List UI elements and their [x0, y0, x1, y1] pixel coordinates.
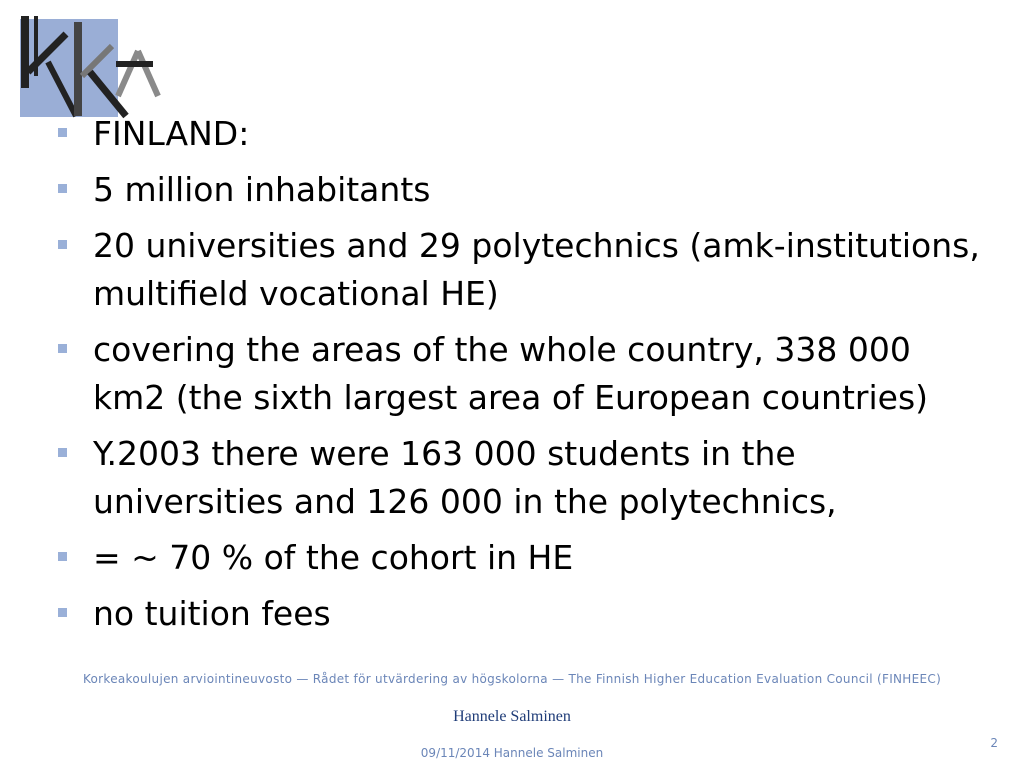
bullet-item	[58, 326, 988, 422]
square-bullet-icon	[58, 448, 67, 457]
bullet-item	[58, 166, 988, 214]
bullet-item	[58, 430, 988, 526]
bullet-text: Y.2003 there were 163 000 students in the universities and 126 000 in the polytechnics,	[93, 434, 837, 521]
bullet-item	[58, 222, 988, 318]
square-bullet-icon	[58, 552, 67, 561]
bullet-item	[58, 590, 988, 638]
square-bullet-icon	[58, 344, 67, 353]
bullet-text: 20 universities and 29 polytechnics (amk-institutions, multifield vocational HE)	[93, 226, 980, 313]
presenter-name: Hannele Salminen	[453, 708, 571, 725]
square-bullet-icon	[58, 184, 67, 193]
bullet-text: 5 million inhabitants	[93, 170, 431, 209]
date-author-footer: 09/11/2014 Hannele Salminen	[420, 746, 604, 760]
square-bullet-icon	[58, 240, 67, 249]
organization-footer: Korkeakoulujen arviointineuvosto — Rådet för utvärdering av högskolorna — The Finnish Higher Education Evaluation Council (FINHEEC)	[82, 672, 942, 686]
slide-number: 2	[990, 736, 998, 750]
bullet-text: covering the areas of the whole country, 338 000 km2 (the sixth largest area of European countries)	[93, 330, 929, 417]
bullet-text: no tuition fees	[93, 594, 331, 633]
bullet-text: FINLAND:	[93, 114, 250, 153]
square-bullet-icon	[58, 608, 67, 617]
bullet-item	[58, 534, 988, 582]
bullet-text: = ~ 70 % of the cohort in HE	[93, 538, 574, 577]
square-bullet-icon	[58, 128, 67, 137]
bullet-list	[58, 110, 988, 646]
bullet-item	[58, 110, 988, 158]
